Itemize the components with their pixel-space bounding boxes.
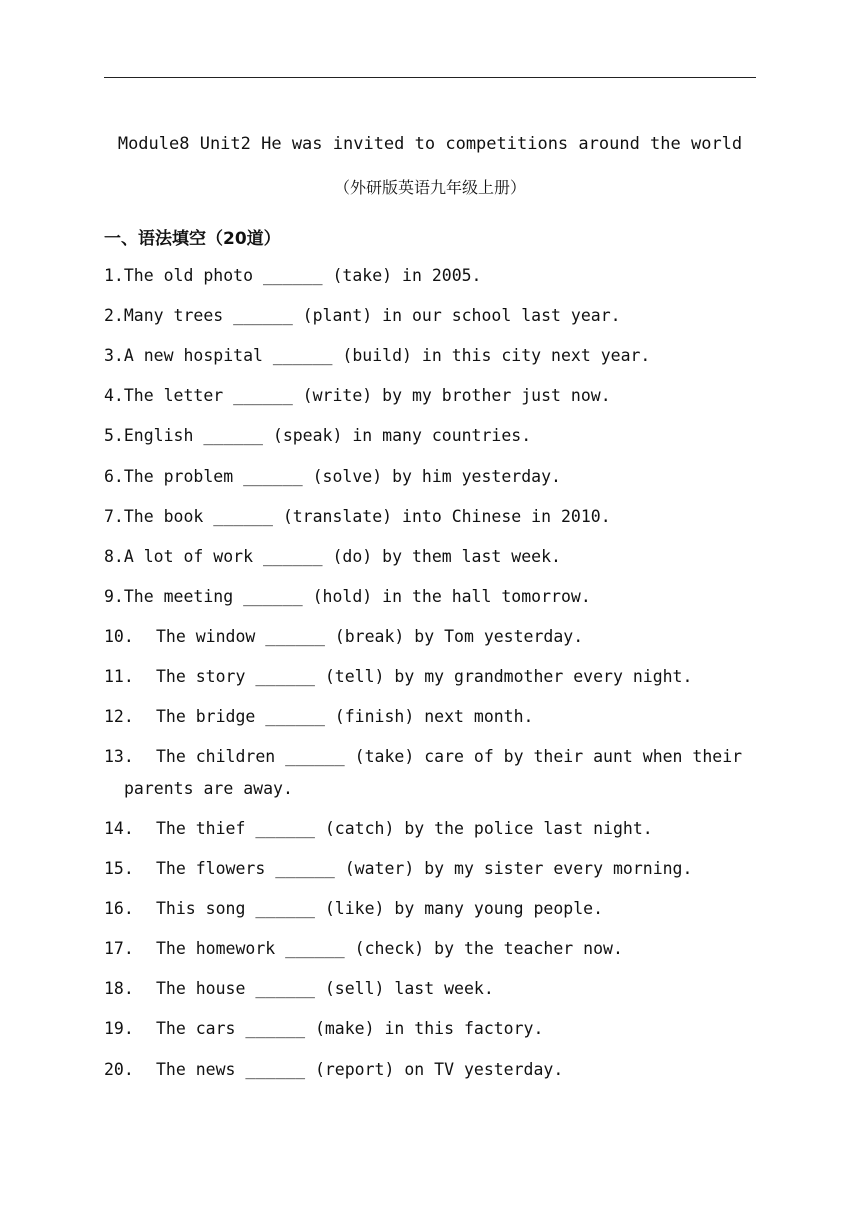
- question-text: The homework ______ (check) by the teacher now.: [156, 939, 623, 958]
- question-19: [104, 1013, 760, 1045]
- question-number: 12.: [104, 707, 134, 726]
- question-number: 1.: [104, 266, 124, 285]
- question-13: [104, 741, 760, 805]
- question-number: 19.: [104, 1019, 134, 1038]
- question-text: The meeting ______ (hold) in the hall tomorrow.: [123, 587, 591, 606]
- question-11: [104, 661, 760, 693]
- question-text: The cars ______ (make) in this factory.: [156, 1019, 544, 1038]
- question-text: The bridge ______ (finish) next month.: [156, 707, 534, 726]
- question-text: The story ______ (tell) by my grandmother every night.: [156, 667, 693, 686]
- question-text: The house ______ (sell) last week.: [156, 979, 494, 998]
- question-17: [104, 933, 760, 965]
- document-title: Module8 Unit2 He was invited to competitions around the world: [117, 134, 743, 154]
- question-8: [104, 541, 760, 573]
- question-text: The old photo ______ (take) in 2005.: [123, 266, 482, 285]
- question-20: [104, 1054, 760, 1086]
- question-text: This song ______ (like) by many young people.: [156, 899, 604, 918]
- question-text: The window ______ (break) by Tom yesterday.: [156, 627, 584, 646]
- question-text: A lot of work ______ (do) by them last week.: [123, 547, 561, 566]
- question-text: The thief ______ (catch) by the police last night.: [156, 819, 653, 838]
- question-number: 16.: [104, 899, 134, 918]
- header-rule: [104, 77, 756, 78]
- question-15: [104, 853, 760, 885]
- question-4: [104, 380, 760, 412]
- section-heading: 一、语法填空（20道）: [104, 229, 281, 249]
- question-number: 6.: [104, 467, 124, 486]
- question-9: [104, 581, 760, 613]
- question-text: The book ______ (translate) into Chinese in 2010.: [123, 507, 611, 526]
- question-number: 17.: [104, 939, 134, 958]
- question-text: English ______ (speak) in many countries.: [123, 426, 532, 445]
- question-3: [104, 340, 760, 372]
- question-text: Many trees ______ (plant) in our school last year.: [123, 306, 621, 325]
- question-number: 5.: [104, 426, 124, 445]
- question-number: 18.: [104, 979, 134, 998]
- question-number: 9.: [104, 587, 124, 606]
- question-number: 8.: [104, 547, 124, 566]
- question-text: The problem ______ (solve) by him yesterday.: [123, 467, 561, 486]
- question-number: 7.: [104, 507, 124, 526]
- question-12: [104, 701, 760, 733]
- question-18: [104, 973, 760, 1005]
- question-number: 10.: [104, 627, 134, 646]
- question-text: The children ______ (take) care of by their aunt when their: [156, 747, 743, 766]
- question-5: [104, 420, 760, 452]
- question-7: [104, 501, 760, 533]
- question-16: [104, 893, 760, 925]
- question-number: 11.: [104, 667, 134, 686]
- question-number: 4.: [104, 386, 124, 405]
- question-text: The letter ______ (write) by my brother just now.: [123, 386, 611, 405]
- question-number: 15.: [104, 859, 134, 878]
- question-text: The flowers ______ (water) by my sister every morning.: [156, 859, 693, 878]
- question-6: [104, 461, 760, 493]
- question-14: [104, 813, 760, 845]
- question-number: 2.: [104, 306, 124, 325]
- question-text: A new hospital ______ (build) in this city next year.: [123, 346, 651, 365]
- question-text-continued: parents are away.: [124, 779, 293, 798]
- question-10: [104, 621, 760, 653]
- question-1: [104, 260, 760, 292]
- question-text: The news ______ (report) on TV yesterday.: [156, 1060, 564, 1079]
- question-2: [104, 300, 760, 332]
- document-subtitle: （外研版英语九年级上册）: [333, 178, 526, 197]
- question-number: 3.: [104, 346, 124, 365]
- question-number: 13.: [104, 747, 134, 766]
- question-number: 20.: [104, 1060, 134, 1079]
- question-number: 14.: [104, 819, 134, 838]
